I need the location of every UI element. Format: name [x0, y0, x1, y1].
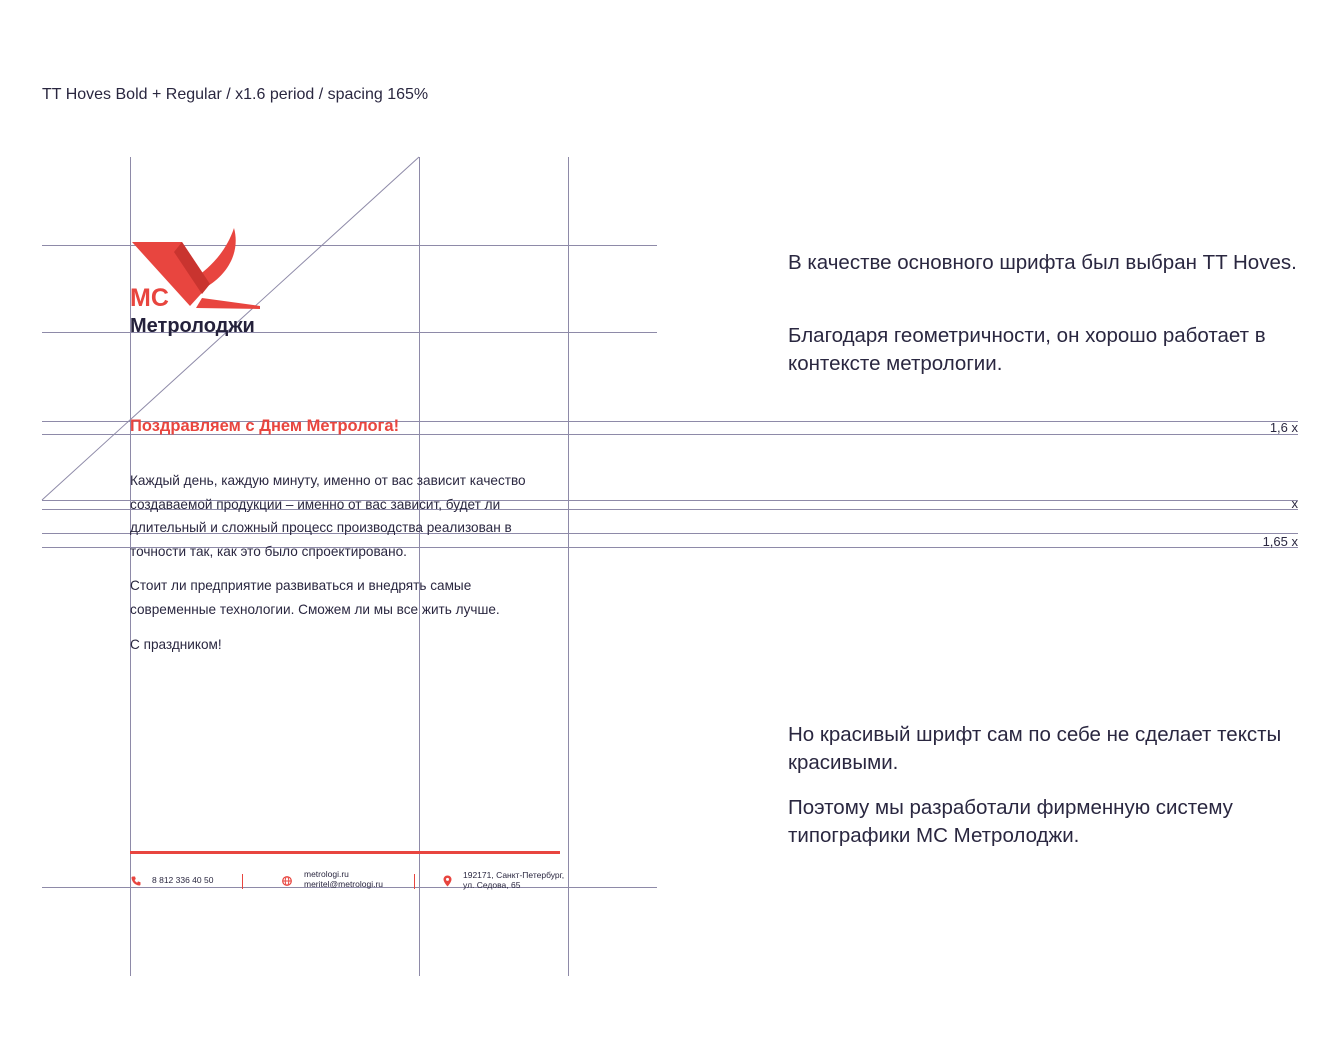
footer-address-line: 192171, Санкт-Петербург, [463, 870, 565, 880]
description-text: Благодаря геометричности, он хорошо работает в контексте метрологии. [788, 324, 1266, 375]
footer-divider [130, 851, 560, 854]
logo-name: Метролоджи [130, 315, 255, 337]
base-measure-label: x [1291, 496, 1298, 511]
spacing-measure-label: 1,65 x [1262, 534, 1298, 549]
footer-phone: 8 812 336 40 50 [152, 875, 214, 885]
description-text: Но красивый шрифт сам по себе не сделает тексты красивыми. [788, 723, 1282, 774]
footer-email: meritel@metrologi.ru [304, 879, 384, 889]
location-pin-icon [443, 875, 452, 887]
footer-separator [242, 874, 243, 889]
logo-abbreviation: MC [130, 284, 169, 312]
footer-address-line: ул. Седова, 65 [463, 880, 521, 890]
footer-separator [414, 874, 415, 889]
letter-paragraph: Каждый день, каждую минуту, именно от вас зависит качество создаваемой продукции – именно от вас зависит, будет ли длительный и сложный процесс производства реализован в точности так, как это было спроектировано. [130, 473, 526, 559]
letter-closing: С праздником! [130, 637, 222, 652]
globe-icon [282, 876, 292, 886]
phone-icon [131, 876, 141, 886]
letter-paragraph: Стоит ли предприятие развиваться и внедрять самые современные технологии. Сможем ли мы все жить лучше. [130, 578, 500, 617]
footer-site: metrologi.ru [304, 869, 349, 879]
description-text: Поэтому мы разработали фирменную систему типографики МС Метролоджи. [788, 796, 1233, 847]
description-text: В качестве основного шрифта был выбран TT Hoves. [788, 251, 1297, 274]
caption: TT Hoves Bold + Regular / x1.6 period / spacing 165% [42, 86, 429, 103]
period-measure-label: 1,6 x [1269, 420, 1298, 435]
letter-headline: Поздравляем с Днем Метролога! [130, 417, 400, 435]
